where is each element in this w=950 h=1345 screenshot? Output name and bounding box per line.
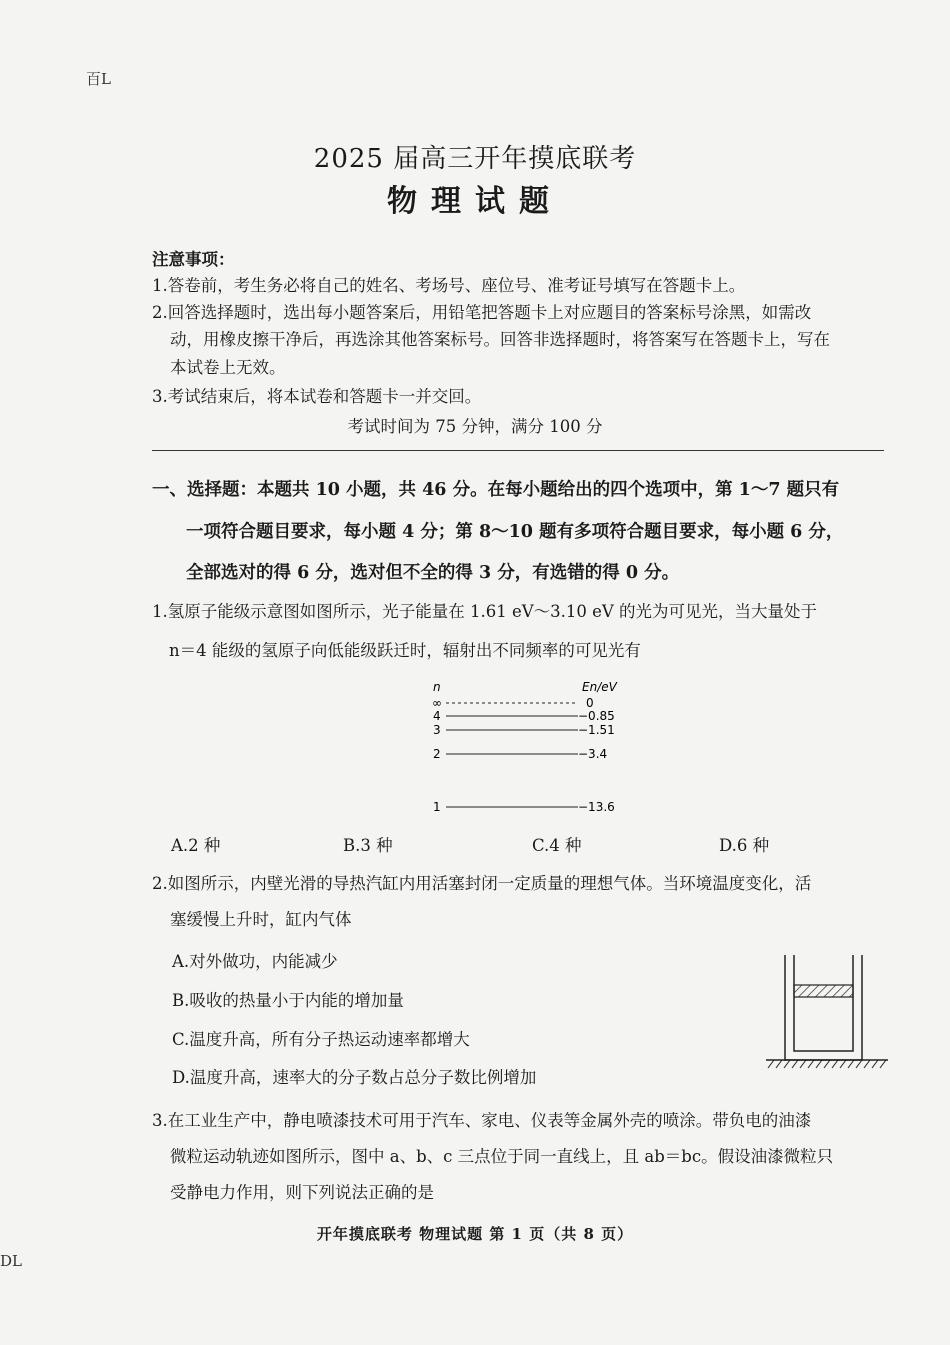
cylinder-outer-wall <box>785 955 862 1060</box>
notice-item-2-line-1: 2.回答选择题时，选出每小题答案后，用铅笔把答题卡上对应题目的答案标号涂黑，如需改 <box>152 303 812 322</box>
ground-hatching <box>768 1060 886 1068</box>
subject-title: 物理试题 <box>387 184 563 219</box>
section-1-line-2: 一项符合题目要求，每小题 4 分；第 8～10 题有多项符合题目要求，每小题 6 分， <box>186 522 844 542</box>
level-e-1: −13.6 <box>578 800 615 814</box>
level-n-3: 3 <box>433 723 441 737</box>
exam-title: 2025 届高三开年摸底联考 <box>313 144 637 174</box>
level-e-2: −3.4 <box>578 747 608 761</box>
q2-option-a: A.对外做功，内能减少 <box>172 952 338 971</box>
notice-item-3: 3.考试结束后，将本试卷和答题卡一并交回。 <box>152 387 482 406</box>
q2-option-c: C.温度升高，所有分子热运动速率都增大 <box>172 1030 470 1049</box>
energy-axis-label: En/eV <box>582 680 617 694</box>
level-n-inf: ∞ <box>432 696 442 710</box>
q1-option-b: B.3 种 <box>343 836 393 855</box>
q2-option-d: D.温度升高，速率大的分子数占总分子数比例增加 <box>172 1068 537 1087</box>
notice-item-1: 1.答卷前，考生务必将自己的姓名、考场号、座位号、准考证号填写在答题卡上。 <box>152 276 746 295</box>
exam-time: 考试时间为 75 分钟，满分 100 分 <box>347 417 603 436</box>
q2-line-1: 2.如图所示，内壁光滑的导热汽缸内用活塞封闭一定质量的理想气体。当环境温度变化，活 <box>152 874 812 893</box>
level-e-3: −1.51 <box>578 723 615 737</box>
q2-option-b: B.吸收的热量小于内能的增加量 <box>172 991 404 1010</box>
notice-item-2-line-3: 本试卷上无效。 <box>170 358 286 377</box>
piston <box>794 985 853 997</box>
q1-option-a: A.2 种 <box>171 836 221 855</box>
divider <box>152 450 884 451</box>
level-e-inf: 0 <box>586 696 594 710</box>
cylinder-inner-wall <box>794 955 853 1051</box>
energy-level-diagram <box>420 674 640 822</box>
q3-line-1: 3.在工业生产中，静电喷漆技术可用于汽车、家电、仪表等金属外壳的喷涂。带负电的油漆 <box>152 1111 812 1130</box>
n-axis-label: n <box>433 680 441 694</box>
section-1-line-1: 一、选择题：本题共 10 小题，共 46 分。在每小题给出的四个选项中，第 1～7 题只有 <box>152 480 840 500</box>
level-n-2: 2 <box>433 747 441 761</box>
q1-line-1: 1.氢原子能级示意图如图所示，光子能量在 1.61 eV～3.10 eV 的光为可见光，当大量处于 <box>152 602 818 621</box>
q1-option-c: C.4 种 <box>532 836 582 855</box>
level-n-1: 1 <box>433 800 441 814</box>
q1-option-d: D.6 种 <box>719 836 770 855</box>
corner-mark-top: 百L <box>86 70 111 88</box>
level-n-4: 4 <box>433 709 441 723</box>
section-1-line-3: 全部选对的得 6 分，选对但不全的得 3 分，有选错的得 0 分。 <box>186 563 680 583</box>
q1-line-2: n＝4 能级的氢原子向低能级跃迁时，辐射出不同频率的可见光有 <box>169 641 641 660</box>
notice-heading: 注意事项： <box>152 250 235 269</box>
q3-line-2: 微粒运动轨迹如图所示，图中 a、b、c 三点位于同一直线上，且 ab＝bc。假设油漆微粒只 <box>170 1147 834 1166</box>
level-e-4: −0.85 <box>578 709 615 723</box>
q3-line-3: 受静电力作用，则下列说法正确的是 <box>170 1183 434 1202</box>
cylinder-piston-diagram <box>760 950 895 1075</box>
page-footer: 开年摸底联考 物理试题 第 1 页（共 8 页） <box>316 1225 634 1243</box>
q2-line-2: 塞缓慢上升时，缸内气体 <box>170 910 352 929</box>
corner-mark-bottom: DL <box>0 1252 22 1270</box>
notice-item-2-line-2: 动，用橡皮擦干净后，再选涂其他答案标号。回答非选择题时，将答案写在答题卡上，写在 <box>170 330 830 349</box>
